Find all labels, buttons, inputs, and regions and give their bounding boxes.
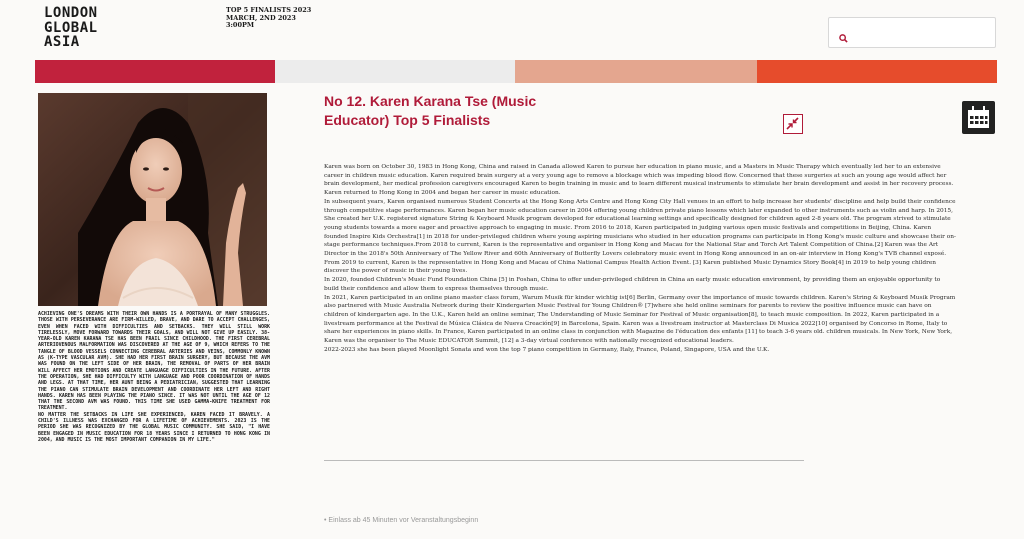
article-paragraph: In subsequent years, Karen organised numerous Student Concerts at the Hong Kong Arts Centre and Hong Kong City Hall venues in an effort to help increase her students' discipline and help build their confidence through competitive stage performances. Karen began her music education career in 2004 offering young children private piano lessons which later expanded to other instruments such as violin and harp. In 2015, She created her U.K. registered signature String & Keyboard Musik program developed for educational learning settings and specifically designed for children aged 2-8 years old. The program strived to stimulate young students towards a more eager and proactive approach to engaging in music. From 2016 to 2018, Karen participated in judging various open music festivals and competitions in Beijing, China. Karen founded Inspire Kids Orchestra[1] in 2018 for under-privileged children where young aspiring musicians who studied in her education programs can participate in Hong Kong's music culture and showcase their on-stage performance techniques.From 2018 to current, Karen is the representative and organiser in Hong Kong and Macau for the National Star and Torch Art Talent Competition of China.[2] Karen was the Art Director in the 2018's 50th Anniversary of The Yellow River and 60th Anniversary of Butterfly Lovers celebratory music event in Hong Kong announced in an on-air interview in Hong Kong's TVB channel exposé. From 2019 to current, Karen is the representative in Hong Kong and Macau of China National Campus Health Action Event. [3] Karen published Music Dynamics Story Book[4] in 2019 to help young children discover the power of music in their young lives. bbox=[324, 198, 956, 275]
calendar-icon bbox=[962, 119, 995, 138]
finalist-photo bbox=[38, 93, 267, 306]
event-info bbox=[226, 7, 386, 30]
event-time: 3:00PM bbox=[226, 21, 255, 29]
article-paragraph: In 2021, Karen participated in an online piano master class forum, Warum Musik für kinder wichtig ist[6] Berlin, Germany over the importance of music towards children. Karen's String & Keyboard Musik Program also partnered with Music Australia Network during their Kindergarten Music Festival for Young Children® [7]where she held online seminars for parents to review the positive influence music can have on children of kindergarten age. In the U.K., Karen held an online seminar, The Understanding of Music Seminar for Festival of Music organisation[8], to teach music composition. In 2022, Karen participated in a livestream performance at the Festival de Música Clásica de Nueva Creación[9] in Barcelona, Spain. Karen was a livestream instructor at Masterclass Di Musica 2022[10] organised by Concorso in Rome, Italy to share her experiences in piano skills. In France, Karen participated in an online class in conjunction with Magazine de l'éducation des enfants [11] to teach 3-6 years old. children musicals. In New York, New York, Karen was the organiser to The Music EDUCATOR Summit, [12] a 3-day virtual conference with nationally recognized educational leaders. bbox=[324, 294, 956, 345]
compress-arrows-icon bbox=[784, 117, 801, 136]
story-paragraph: NO MATTER THE SETBACKS IN LIFE SHE EXPERIENCED, KAREN FACED IT BRAVELY. A CHILD'S ILLNESS WAS EXCHANGED FOR A LIFETIME OF ACHIEVEMENTS. 2023 IS THE PERIOD SHE WAS RECOGNIZED BY THE GLOBAL MUSIC COMMUNITY. SHE SAID, "I HAVE BEEN ENGAGED IN MUSIC EDUCATION FOR 18 YEARS SINCE I RETURNED TO HONG KONG IN 2004, AND MUSIC IS THE MOST IMPORTANT COMPANION IN MY LIFE." bbox=[38, 411, 270, 443]
nav-color-bar-1 bbox=[35, 60, 275, 83]
event-date: MARCH, 2ND 2023 bbox=[226, 13, 296, 22]
article-paragraph: In 2020, founded Children's Music Fund Foundation China [5] in Foshan, China to offer under-privileged children in China an early music education environment, by providing them an enjoyable opportunity to build their confidence and allow them to express themselves through music. bbox=[324, 277, 941, 292]
divider bbox=[324, 460, 804, 461]
logo-line: GLOBAL bbox=[44, 19, 98, 36]
nav-color-bar-4 bbox=[757, 60, 997, 83]
article-paragraph: 2022-2023 she has been played Moonlight Sonata and won the top 7 piano competition in Germany, Italy, France, Poland, Singapore, USA and the U.K. bbox=[324, 346, 770, 353]
article-paragraph: Karen was born on October 30, 1983 in Hong Kong, China and raised in Canada allowed Karen to pursue her education in piano music, and a Masters in Music Therapy which eventually led her to an extensive career in children music education. Karen required brain surgery at a very young age to remove a blockage which was impeding blood flow. Concerned that these surgeries at such an young age would affect her brain development, her medical profession caregivers encouraged Karen to begin training in music and to learn different musical instruments to stimulate her brain development and assist in her recovery process. Karen returned to Hong Kong in 2004 and began her career in music education. bbox=[324, 164, 954, 197]
search-input[interactable] bbox=[855, 22, 991, 44]
article-body bbox=[324, 163, 956, 354]
article-title: No 12. Karen Karana Tse (Music Educator) Top 5 Finalists bbox=[324, 93, 537, 128]
site-logo[interactable] bbox=[44, 6, 154, 50]
nav-color-bar-2 bbox=[275, 60, 515, 83]
event-title: TOP 5 FINALISTS 2023 bbox=[226, 6, 312, 14]
admission-note: • Einlass ab 45 Minuten vor Veranstaltungsbeginn bbox=[324, 517, 479, 524]
logo-line: ASIA bbox=[44, 34, 80, 50]
logo-line: LONDON bbox=[44, 5, 98, 21]
story-paragraph: ACHIEVING ONE'S DREAMS WITH THEIR OWN HANDS IS A PORTRAYAL OF MANY STRUGGLES. THOSE WITH PERSEVERANCE ARE FIRM-WILLED, BRAVE, AND DARE TO ACCEPT CHALLENGES, EVEN WHEN FACED WITH DIFFICULTIES AND SETBACKS. THEY WILL STILL WORK TIRELESSLY, MOVE FORWARD TOWARDS THEIR GOALS, AND WILL NOT GIVE UP EASILY. 38-YEAR-OLD KAREN KARANA TSE HAS BEEN FRAIL SINCE CHILDHOOD. THE FIRST CEREBRAL ARTERIOVENOUS MALFORMATION WAS DISCOVERED AT THE AGE OF 9, WHICH REFERS TO THE TANGLE OF BLOOD VESSELS CONNECTING CEREBRAL ARTERIES AND VEINS, COMMONLY KNOWN AS (K-TYPE VASCULAR AVM). SHE HAD HER FIRST BRAIN SURGERY, BUT BECAUSE THE AVM WAS FOUND ON THE LEFT SIDE OF HER BRAIN, THE REMOVAL OF PARTS OF HER BRAIN WILL AFFECT HER EMOTIONS AND CREATE LANGUAGE DIFFICULTIES IN THE FUTURE. AFTER THE OPERATION, SHE HAD DIFFICULTY WITH LANGUAGE AND POOR COORDINATION OF HANDS AND LEGS. AT THAT TIME, HER AUNT BEING A PEDIATRICIAN, SUGGESTED THAT LEARNING THE PIANO CAN STIMULATE BRAIN DEVELOPMENT AND COORDINATE HER LEFT AND RIGHT HANDS. KAREN HAS BEEN PLAYING THE PIANO SINCE. IT WAS NOT UNTIL THE AGE OF 12 THAT THE SECOND AVM WAS FOUND. THIS TIME SHE USED GAMMA-KNIFE TREATMENT FOR TREATMENT. bbox=[38, 311, 270, 412]
calendar-button[interactable] bbox=[962, 101, 995, 134]
search-box[interactable] bbox=[828, 17, 996, 48]
nav-color-bar-3 bbox=[515, 60, 757, 83]
finalist-story bbox=[38, 311, 270, 443]
collapse-button[interactable] bbox=[783, 114, 803, 134]
search-icon[interactable] bbox=[839, 28, 848, 47]
